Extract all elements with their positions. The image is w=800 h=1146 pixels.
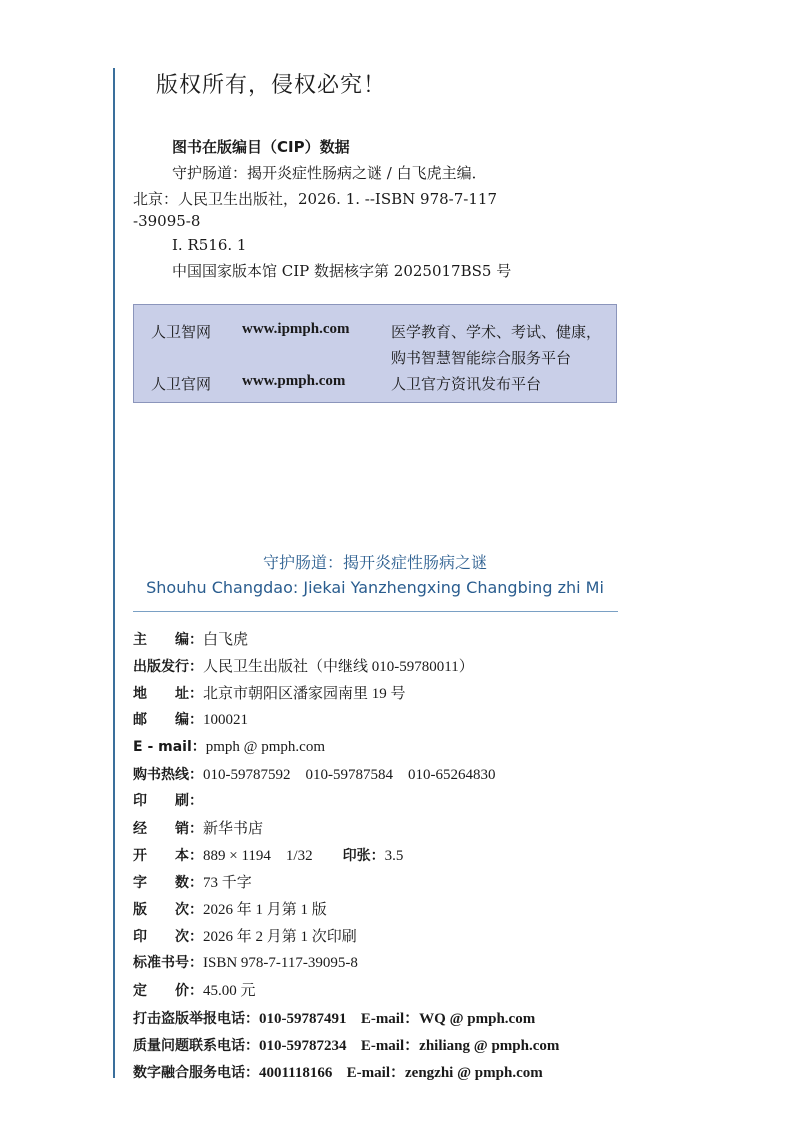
copyright-notice: 版权所有，侵权必究！ <box>156 73 387 98</box>
detail-label: 邮 编： <box>133 712 203 728</box>
contact-phone: 4001118166 <box>259 1065 333 1081</box>
book-title: 守护肠道：揭开炎症性肠病之谜 <box>262 553 487 572</box>
info-box <box>133 304 617 403</box>
detail-row <box>133 898 327 919</box>
ipmph-name: 人卫智网 <box>151 323 212 341</box>
contact-label: 质量问题联系电话： <box>133 1038 259 1054</box>
detail-row <box>133 844 403 865</box>
detail-value: 100021 <box>203 712 248 728</box>
detail-label: E - mail： <box>133 739 206 755</box>
detail-label: 字 数： <box>133 875 203 891</box>
contact-row <box>133 1007 535 1028</box>
detail-value: 2026 年 2 月第 1 次印刷 <box>203 929 357 945</box>
cip-line-1: 守护肠道：揭开炎症性肠病之谜 / 白飞虎主编． <box>172 164 487 182</box>
detail-label: 开 本： <box>133 848 203 864</box>
detail-row <box>133 952 358 972</box>
detail-value: 新华书店 <box>203 821 264 837</box>
detail-row <box>133 763 496 784</box>
detail-value: 人民卫生出版社（中继线 010-59780011） <box>203 659 474 675</box>
contact-email-label: E-mail： <box>346 1065 406 1081</box>
cip-line-3: -39095-8 <box>133 212 201 230</box>
pmph-desc: 人卫官方资讯发布平台 <box>391 375 542 393</box>
detail-value: 白飞虎 <box>203 632 249 648</box>
detail-label: 印 次： <box>133 929 203 945</box>
contact-email[interactable]: zhiliang @ pmph.com <box>419 1038 560 1054</box>
cip-line-5: 中国国家版本馆 CIP 数据核字第 2025017BS5 号 <box>172 262 512 280</box>
book-title-pinyin: Shouhu Changdao: Jiekai Yanzhengxing Changbing zhi Mi <box>146 578 604 597</box>
sheets-label: 印张： <box>342 848 385 864</box>
detail-value: 010-59787592 010-59787584 010-65264830 <box>203 767 496 783</box>
detail-label: 主 编： <box>133 632 203 648</box>
detail-value: 889 × 1194 1/32 <box>203 848 343 864</box>
detail-row <box>133 736 325 756</box>
detail-row <box>133 925 357 946</box>
detail-label: 版 次： <box>133 902 203 918</box>
contact-email[interactable]: WQ @ pmph.com <box>419 1011 536 1027</box>
detail-label: 地 址： <box>133 686 203 702</box>
detail-row <box>133 628 248 649</box>
ipmph-desc-a: 医学教育、学术、考试、健康， <box>391 323 602 341</box>
detail-row <box>133 979 256 1000</box>
contact-label: 打击盗版举报电话： <box>133 1011 259 1027</box>
detail-value: 45.00 元 <box>203 983 256 999</box>
pmph-url[interactable]: www.pmph.com <box>242 373 346 389</box>
pmph-name: 人卫官网 <box>151 375 212 393</box>
cip-line-4: Ⅰ. R516. 1 <box>172 236 247 254</box>
ipmph-desc-b: 购书智慧智能综合服务平台 <box>391 349 572 367</box>
detail-label: 定 价： <box>133 983 203 999</box>
detail-value: 2026 年 1 月第 1 版 <box>203 902 327 918</box>
detail-row <box>133 790 203 810</box>
contact-email-label: E-mail： <box>360 1038 420 1054</box>
detail-label: 标准书号： <box>133 955 203 971</box>
detail-value: pmph @ pmph.com <box>205 739 325 755</box>
contact-label: 数字融合服务电话： <box>133 1065 259 1081</box>
detail-value: ISBN 978-7-117-39095-8 <box>203 955 358 971</box>
contact-phone: 010-59787491 <box>259 1011 347 1027</box>
detail-label: 出版发行： <box>133 659 203 675</box>
contact-email[interactable]: zengzhi @ pmph.com <box>405 1065 543 1081</box>
detail-label: 购书热线： <box>133 767 203 783</box>
detail-row <box>133 682 406 703</box>
contact-row <box>133 1034 559 1055</box>
contact-email-label: E-mail： <box>360 1011 420 1027</box>
title-separator <box>133 611 618 612</box>
detail-value: 北京市朝阳区潘家园南里 19 号 <box>203 686 406 702</box>
cip-line-2: 北京：人民卫生出版社，2026. 1. --ISBN 978-7-117 <box>133 190 497 208</box>
detail-row <box>133 709 248 729</box>
contact-phone: 010-59787234 <box>259 1038 347 1054</box>
detail-row <box>133 655 474 676</box>
detail-value: 73 千字 <box>203 875 252 891</box>
contact-row <box>133 1061 543 1082</box>
sheets-value: 3.5 <box>384 848 404 864</box>
detail-row <box>133 871 252 892</box>
margin-rule <box>113 68 115 1078</box>
detail-label: 印 刷： <box>133 793 203 809</box>
detail-label: 经 销： <box>133 821 203 837</box>
cip-heading: 图书在版编目（CIP）数据 <box>172 138 350 156</box>
detail-row <box>133 817 263 838</box>
ipmph-url[interactable]: www.ipmph.com <box>242 321 350 337</box>
